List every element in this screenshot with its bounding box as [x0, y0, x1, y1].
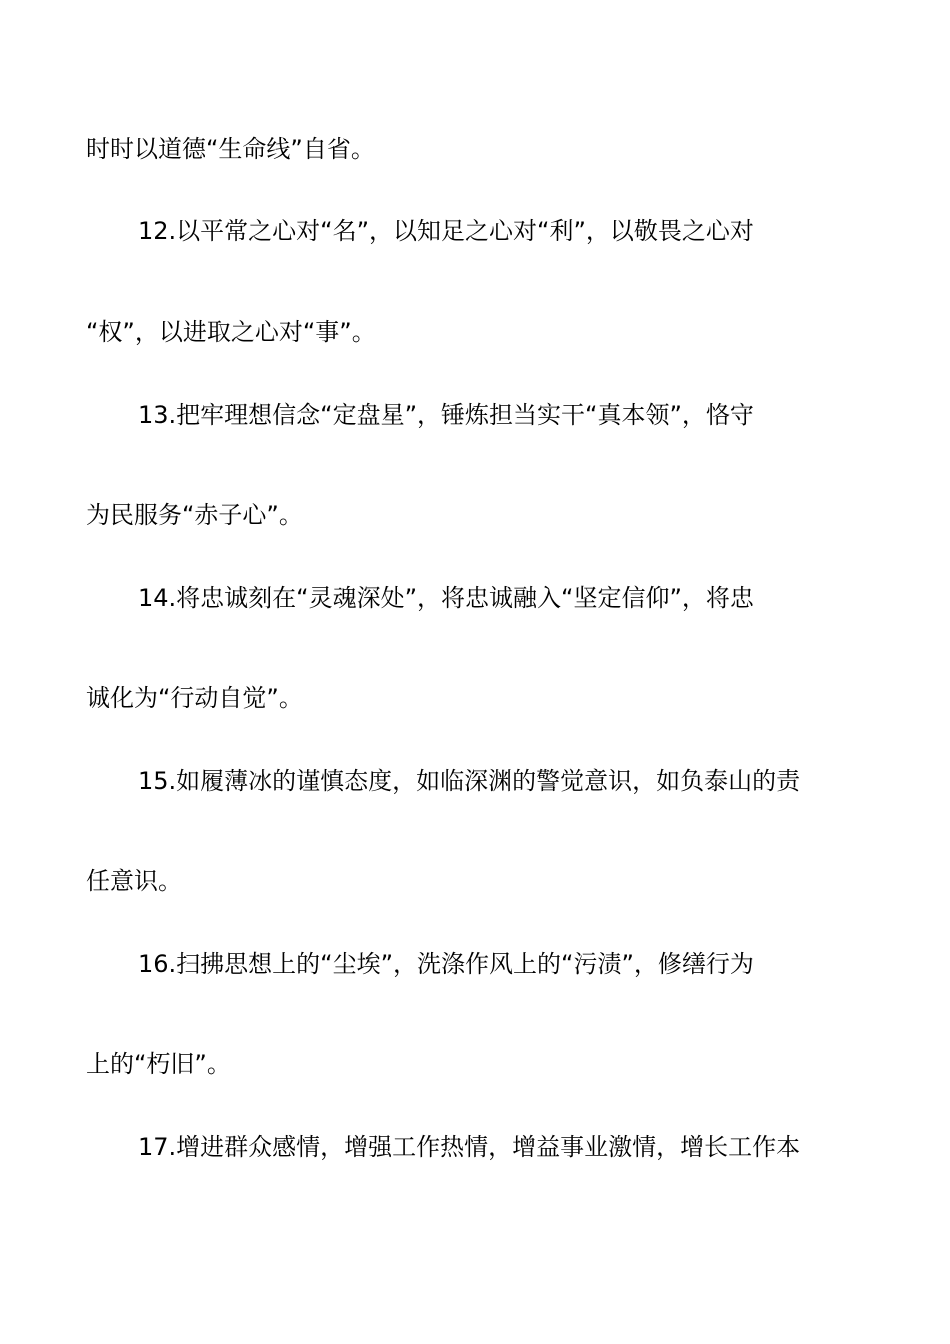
text-line: 时时以道德“生命线”自省。 — [86, 135, 375, 163]
text-line: 14.将忠诚刻在“灵魂深处”，将忠诚融入“坚定信仰”，将忠 — [138, 584, 754, 612]
text-line: “权”，以进取之心对“事”。 — [86, 318, 376, 346]
text-line: 上的“朽旧”。 — [86, 1050, 231, 1078]
text-line: 任意识。 — [86, 867, 182, 895]
text-line: 12.以平常之心对“名”，以知足之心对“利”，以敬畏之心对 — [138, 217, 754, 245]
text-line: 诚化为“行动自觉”。 — [86, 684, 303, 712]
text-line: 15.如履薄冰的谨慎态度，如临深渊的警觉意识，如负泰山的责 — [138, 767, 801, 795]
text-line: 为民服务“赤子心”。 — [86, 501, 303, 529]
text-line: 17.增进群众感情，增强工作热情，增益事业激情，增长工作本 — [138, 1133, 801, 1161]
text-line: 13.把牢理想信念“定盘星”，锤炼担当实干“真本领”，恪守 — [138, 401, 754, 429]
text-line: 16.扫拂思想上的“尘埃”，洗涤作风上的“污渍”，修缮行为 — [138, 950, 754, 978]
